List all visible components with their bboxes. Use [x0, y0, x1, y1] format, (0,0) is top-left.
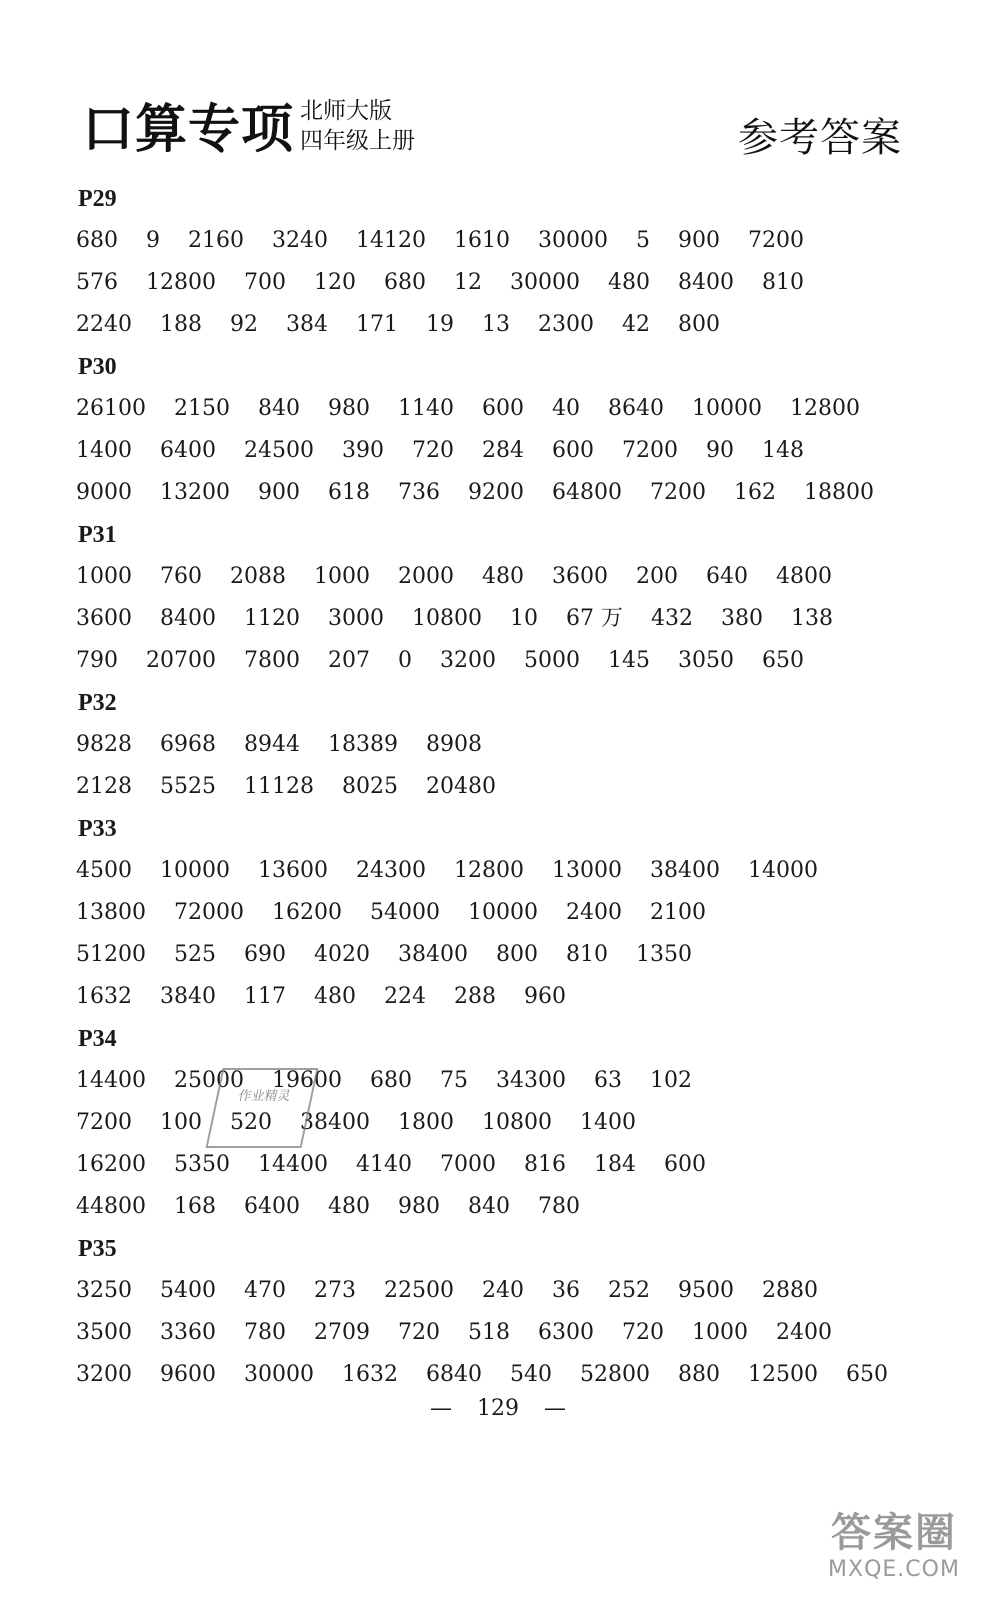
answer-value: 7200	[622, 438, 678, 463]
answer-value: 117	[244, 984, 286, 1009]
site-watermark	[804, 1510, 984, 1592]
answer-row	[76, 430, 952, 472]
answer-value: 9828	[76, 732, 132, 757]
answer-value: 8944	[244, 732, 300, 757]
answer-value: 2880	[762, 1278, 818, 1303]
answer-value: 10000	[468, 900, 538, 925]
answer-value: 680	[370, 1068, 412, 1093]
answer-value: 252	[608, 1278, 650, 1303]
answer-value: 13200	[160, 480, 230, 505]
answer-value: 10000	[692, 396, 762, 421]
answer-value: 273	[314, 1278, 356, 1303]
answer-value: 184	[594, 1152, 636, 1177]
answer-value: 51200	[76, 942, 146, 967]
answer-value: 54000	[370, 900, 440, 925]
answer-value: 1000	[314, 564, 370, 589]
answer-row	[76, 304, 952, 346]
answer-value: 24500	[244, 438, 314, 463]
answer-value: 7200	[748, 228, 804, 253]
answer-row	[76, 472, 952, 514]
answer-value: 4500	[76, 858, 132, 883]
answer-value: 3000	[328, 606, 384, 631]
answer-value: 12800	[146, 270, 216, 295]
section-title: P31	[78, 522, 117, 548]
answer-value: 224	[384, 984, 426, 1009]
answer-row	[76, 766, 952, 808]
answer-value: 38400	[398, 942, 468, 967]
answer-value: 1400	[580, 1110, 636, 1135]
answer-value: 3200	[76, 1362, 132, 1387]
answer-value: 380	[721, 606, 763, 631]
answer-row	[76, 934, 952, 976]
answer-value: 618	[328, 480, 370, 505]
answer-value: 690	[244, 942, 286, 967]
answer-value: 40	[552, 396, 580, 421]
answer-list	[72, 178, 952, 1396]
answer-value: 780	[244, 1320, 286, 1345]
answer-value: 13600	[258, 858, 328, 883]
answer-row	[76, 262, 952, 304]
section-title: P32	[78, 690, 117, 716]
answer-value: 790	[76, 648, 118, 673]
book-logo: 口算专项	[82, 100, 295, 160]
answer-value: 2100	[650, 900, 706, 925]
answer-value: 52800	[580, 1362, 650, 1387]
answer-value: 480	[314, 984, 356, 1009]
answer-value: 30000	[244, 1362, 314, 1387]
answer-value: 16200	[76, 1152, 146, 1177]
answer-value: 63	[594, 1068, 622, 1093]
answer-value: 7800	[244, 648, 300, 673]
answer-value: 480	[328, 1194, 370, 1219]
answer-value: 12	[454, 270, 482, 295]
answer-value: 11128	[244, 774, 314, 799]
answer-value: 2240	[76, 312, 132, 337]
answer-value: 432	[651, 606, 693, 631]
answer-value: 840	[258, 396, 300, 421]
answer-value: 12500	[748, 1362, 818, 1387]
answer-value: 148	[762, 438, 804, 463]
answer-value: 14000	[748, 858, 818, 883]
answer-value: 171	[356, 312, 398, 337]
answer-value: 640	[706, 564, 748, 589]
site-watermark-url: MXQE.COM	[828, 1557, 960, 1582]
answer-value: 120	[314, 270, 356, 295]
answer-row	[76, 724, 952, 766]
answer-value: 24300	[356, 858, 426, 883]
answer-value: 1000	[76, 564, 132, 589]
answer-row	[76, 220, 952, 262]
answer-value: 525	[174, 942, 216, 967]
answer-value: 38400	[300, 1110, 370, 1135]
answer-value: 980	[398, 1194, 440, 1219]
answer-value: 8400	[160, 606, 216, 631]
answer-value: 5350	[174, 1152, 230, 1177]
answer-value: 900	[258, 480, 300, 505]
answer-value: 9	[146, 228, 160, 253]
answer-value: 1632	[76, 984, 132, 1009]
section-title: P29	[78, 186, 117, 212]
answer-value: 2709	[314, 1320, 370, 1345]
answer-row	[76, 598, 952, 640]
answer-value: 540	[510, 1362, 552, 1387]
answer-value: 20700	[146, 648, 216, 673]
page-title: 参考答案	[738, 115, 902, 161]
answer-value: 207	[328, 648, 370, 673]
answer-value: 9200	[468, 480, 524, 505]
answer-value: 34300	[496, 1068, 566, 1093]
answer-value: 9600	[160, 1362, 216, 1387]
edition-grade: 四年级上册	[300, 128, 415, 154]
answer-value: 1800	[398, 1110, 454, 1135]
answer-value: 36	[552, 1278, 580, 1303]
answer-row	[76, 850, 952, 892]
edition-info	[300, 96, 415, 156]
answer-value: 1632	[342, 1362, 398, 1387]
answer-row	[76, 1354, 952, 1396]
answer-value: 14120	[356, 228, 426, 253]
answer-value: 900	[678, 228, 720, 253]
answer-value: 480	[608, 270, 650, 295]
answer-value: 42	[622, 312, 650, 337]
answer-value: 7000	[440, 1152, 496, 1177]
answer-value: 162	[734, 480, 776, 505]
site-watermark-logo: 答案圈	[831, 1510, 957, 1556]
answer-value: 25000	[174, 1068, 244, 1093]
answer-value: 5	[636, 228, 650, 253]
answer-value: 4020	[314, 942, 370, 967]
answer-value: 12800	[790, 396, 860, 421]
answer-value: 3050	[678, 648, 734, 673]
answer-row	[76, 1270, 952, 1312]
answer-value: 5525	[160, 774, 216, 799]
answer-row	[76, 1060, 952, 1102]
answer-value: 6400	[244, 1194, 300, 1219]
answer-value: 14400	[76, 1068, 146, 1093]
answer-value: 8908	[426, 732, 482, 757]
answer-value: 2150	[174, 396, 230, 421]
answer-value: 576	[76, 270, 118, 295]
section-title: P33	[78, 816, 117, 842]
answer-value: 760	[160, 564, 202, 589]
answer-value: 8025	[342, 774, 398, 799]
answer-value: 2400	[566, 900, 622, 925]
answer-value: 30000	[538, 228, 608, 253]
answer-value: 8400	[678, 270, 734, 295]
answer-row	[76, 976, 952, 1018]
answer-value: 200	[636, 564, 678, 589]
answer-value: 600	[552, 438, 594, 463]
answer-value: 92	[230, 312, 258, 337]
answer-value: 18800	[804, 480, 874, 505]
page-number: 129	[477, 1396, 519, 1421]
answer-value: 700	[244, 270, 286, 295]
answer-value: 3360	[160, 1320, 216, 1345]
answer-value: 390	[342, 438, 384, 463]
answer-value: 736	[398, 480, 440, 505]
answer-value: 650	[762, 648, 804, 673]
answer-value: 1350	[636, 942, 692, 967]
answer-row	[76, 640, 952, 682]
answer-value: 3250	[76, 1278, 132, 1303]
answer-value: 720	[398, 1320, 440, 1345]
answer-value: 44800	[76, 1194, 146, 1219]
answer-value: 980	[328, 396, 370, 421]
answer-value: 100	[160, 1110, 202, 1135]
answer-value: 240	[482, 1278, 524, 1303]
answer-value: 14400	[258, 1152, 328, 1177]
answer-value: 284	[482, 438, 524, 463]
footer-dash-right: —	[544, 1396, 566, 1421]
answer-value: 880	[678, 1362, 720, 1387]
answer-value: 816	[524, 1152, 566, 1177]
answer-value: 10800	[412, 606, 482, 631]
answer-value: 2000	[398, 564, 454, 589]
answer-value: 7200	[76, 1110, 132, 1135]
answer-row	[76, 1186, 952, 1228]
answer-value: 680	[384, 270, 426, 295]
answer-value: 800	[678, 312, 720, 337]
answer-value: 12800	[454, 858, 524, 883]
answer-value: 138	[791, 606, 833, 631]
answer-value: 26100	[76, 396, 146, 421]
answer-value: 4800	[776, 564, 832, 589]
answer-value: 72000	[174, 900, 244, 925]
answer-value: 30000	[510, 270, 580, 295]
answer-value: 2088	[230, 564, 286, 589]
answer-value: 8640	[608, 396, 664, 421]
stamp-watermark	[205, 1068, 318, 1148]
answer-value: 145	[608, 648, 650, 673]
answer-value: 4140	[356, 1152, 412, 1177]
answer-value: 2128	[76, 774, 132, 799]
answer-value: 810	[566, 942, 608, 967]
answer-value: 720	[622, 1320, 664, 1345]
answer-value: 840	[468, 1194, 510, 1219]
edition-publisher: 北师大版	[300, 98, 392, 124]
answer-value: 1000	[692, 1320, 748, 1345]
answer-value: 20480	[426, 774, 496, 799]
answer-value: 650	[846, 1362, 888, 1387]
answer-row	[76, 556, 952, 598]
answer-value: 600	[482, 396, 524, 421]
answer-value: 13800	[76, 900, 146, 925]
answer-value: 720	[412, 438, 454, 463]
page-header	[78, 92, 918, 172]
answer-value: 1120	[244, 606, 300, 631]
answer-value: 3240	[272, 228, 328, 253]
answer-value: 800	[496, 942, 538, 967]
answer-value: 3840	[160, 984, 216, 1009]
stamp-watermark-text: 作业精灵	[236, 1089, 293, 1104]
section-title: P35	[78, 1236, 117, 1262]
answer-value: 6400	[160, 438, 216, 463]
answer-value: 2160	[188, 228, 244, 253]
answer-row	[76, 1312, 952, 1354]
answer-value: 3500	[76, 1320, 132, 1345]
answer-value: 384	[286, 312, 328, 337]
answer-row	[76, 892, 952, 934]
answer-value: 0	[398, 648, 412, 673]
answer-value: 13	[482, 312, 510, 337]
answer-value: 2400	[776, 1320, 832, 1345]
answer-value: 19	[426, 312, 454, 337]
section-title: P30	[78, 354, 117, 380]
answer-value: 680	[76, 228, 118, 253]
answer-value: 5000	[524, 648, 580, 673]
answer-value: 102	[650, 1068, 692, 1093]
answer-value: 1610	[454, 228, 510, 253]
answer-value: 38400	[650, 858, 720, 883]
answer-row	[76, 1144, 952, 1186]
footer-dash-left: —	[430, 1396, 452, 1421]
answer-value: 3200	[440, 648, 496, 673]
answer-value: 5400	[160, 1278, 216, 1303]
answer-value: 960	[524, 984, 566, 1009]
answer-value: 9500	[678, 1278, 734, 1303]
answer-value: 3600	[76, 606, 132, 631]
answer-value: 6840	[426, 1362, 482, 1387]
answer-value: 64800	[552, 480, 622, 505]
answer-value: 16200	[272, 900, 342, 925]
answer-value: 22500	[384, 1278, 454, 1303]
answer-value: 1140	[398, 396, 454, 421]
answer-value: 18389	[328, 732, 398, 757]
answer-value: 518	[468, 1320, 510, 1345]
answer-value: 780	[538, 1194, 580, 1219]
answer-value: 6300	[538, 1320, 594, 1345]
answer-value: 480	[482, 564, 524, 589]
answer-value: 10800	[482, 1110, 552, 1135]
answer-value: 19600	[272, 1068, 342, 1093]
answer-value: 10000	[160, 858, 230, 883]
answer-value: 90	[706, 438, 734, 463]
answer-value: 470	[244, 1278, 286, 1303]
answer-value: 7200	[650, 480, 706, 505]
answer-value: 2300	[538, 312, 594, 337]
answer-value: 6968	[160, 732, 216, 757]
answer-value: 1400	[76, 438, 132, 463]
answer-value: 188	[160, 312, 202, 337]
answer-value: 75	[440, 1068, 468, 1093]
page-footer	[0, 1396, 996, 1421]
answer-value: 3600	[552, 564, 608, 589]
answer-value: 168	[174, 1194, 216, 1219]
answer-value: 810	[762, 270, 804, 295]
answer-value: 520	[230, 1110, 272, 1135]
answer-value: 600	[664, 1152, 706, 1177]
section-title: P34	[78, 1026, 117, 1052]
answer-value: 9000	[76, 480, 132, 505]
answer-row	[76, 388, 952, 430]
answer-value: 67 万	[566, 606, 623, 631]
answer-value: 13000	[552, 858, 622, 883]
answer-value: 288	[454, 984, 496, 1009]
answer-value: 10	[510, 606, 538, 631]
